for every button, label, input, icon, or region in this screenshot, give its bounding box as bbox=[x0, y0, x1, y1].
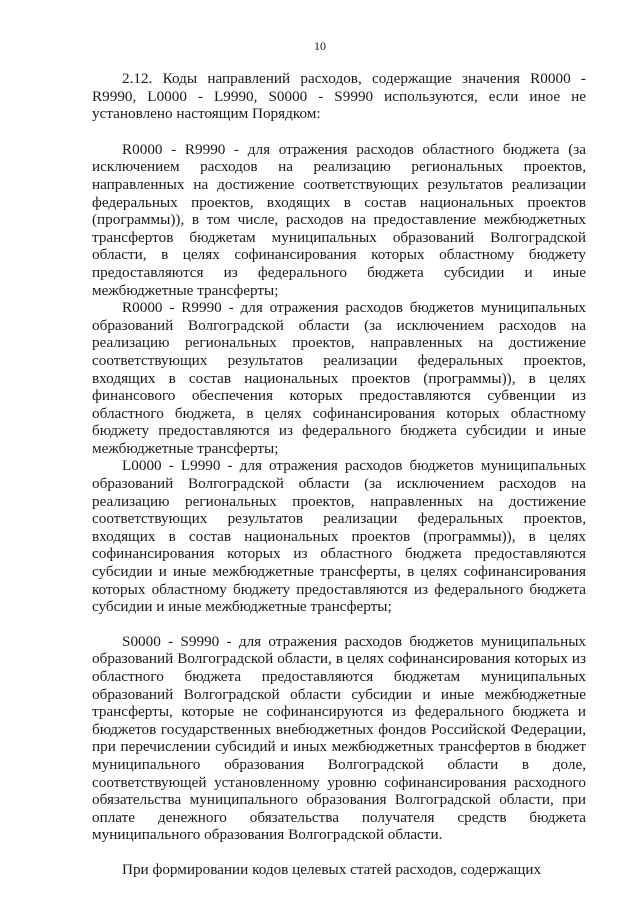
document-body bbox=[92, 70, 586, 879]
paragraph-l-codes: L0000 - L9990 - для отражения расходов бюджетов муниципальных образований Волгоградской области (за исключением расходов на реализацию региональных проектов, направленных на достижение соответствующих результатов реализации федеральных проектов, входящих в состав национальных проектов (программы)), в целях софинансирования которых из областного бюджета предоставляются субсидии и иные межбюджетные трансферты, в целях софинансирования которых областному бюджету предоставляются из федерального бюджета субсидии и иные межбюджетные трансферты; bbox=[92, 457, 586, 616]
paragraph-target-articles: При формировании кодов целевых статей расходов, содержащих bbox=[122, 860, 542, 878]
paragraph-s-codes: S0000 - S9990 - для отражения расходов бюджетов муниципальных образований Волгоградской области, в целях софинансирования которых из областного бюджета предоставляются бюджетам муниципальных образований Волгоградской области субсидии и иные межбюджетные трансферты, которые не софинансируются из федерального бюджета и бюджетов государственных внебюджетных фондов Российской Федерации, при перечислении субсидий и иных межбюджетных трансфертов в бюджет муниципального образования Волгоградской области в доле, соответствующей установленному уровню софинансирования расходного обязательства муниципального образования Волгоградской области, при оплате денежного обязательства получателя средств бюджета муниципального образования Волгоградской области. bbox=[92, 632, 586, 844]
page-number: 10 bbox=[314, 39, 326, 53]
paragraph-r-codes-municipal: R0000 - R9990 - для отражения расходов бюджетов муниципальных образований Волгоградской области (за исключением расходов на реализацию региональных проектов, направленных на достижение соответствующих результатов реализации федеральных проектов, входящих в состав национальных проектов (программы)), в целях финансового обеспечения которых предоставляются субвенции из областного бюджета, в целях софинансирования которых областному бюджету предоставляются из федерального бюджета субсидии и иные межбюджетные трансферты; bbox=[92, 299, 586, 457]
paragraph-2-12-intro: 2.12. Коды направлений расходов, содержащие значения R0000 - R9990, L0000 - L9990, S0000 - S9990 используются, если иное не установлено настоящим Порядком: bbox=[92, 70, 586, 123]
paragraph-r-codes-regional: R0000 - R9990 - для отражения расходов областного бюджета (за исключением расходов на реализацию региональных проектов, направленных на достижение соответствующих результатов реализации федеральных проектов, входящих в состав национальных проектов (программы)), в том числе, расходов на предоставление межбюджетных трансфертов бюджетам муниципальных образований Волгоградской области, в целях софинансирования которых областному бюджету предоставляются из федерального бюджета субсидии и иные межбюджетные трансферты; bbox=[92, 140, 586, 299]
